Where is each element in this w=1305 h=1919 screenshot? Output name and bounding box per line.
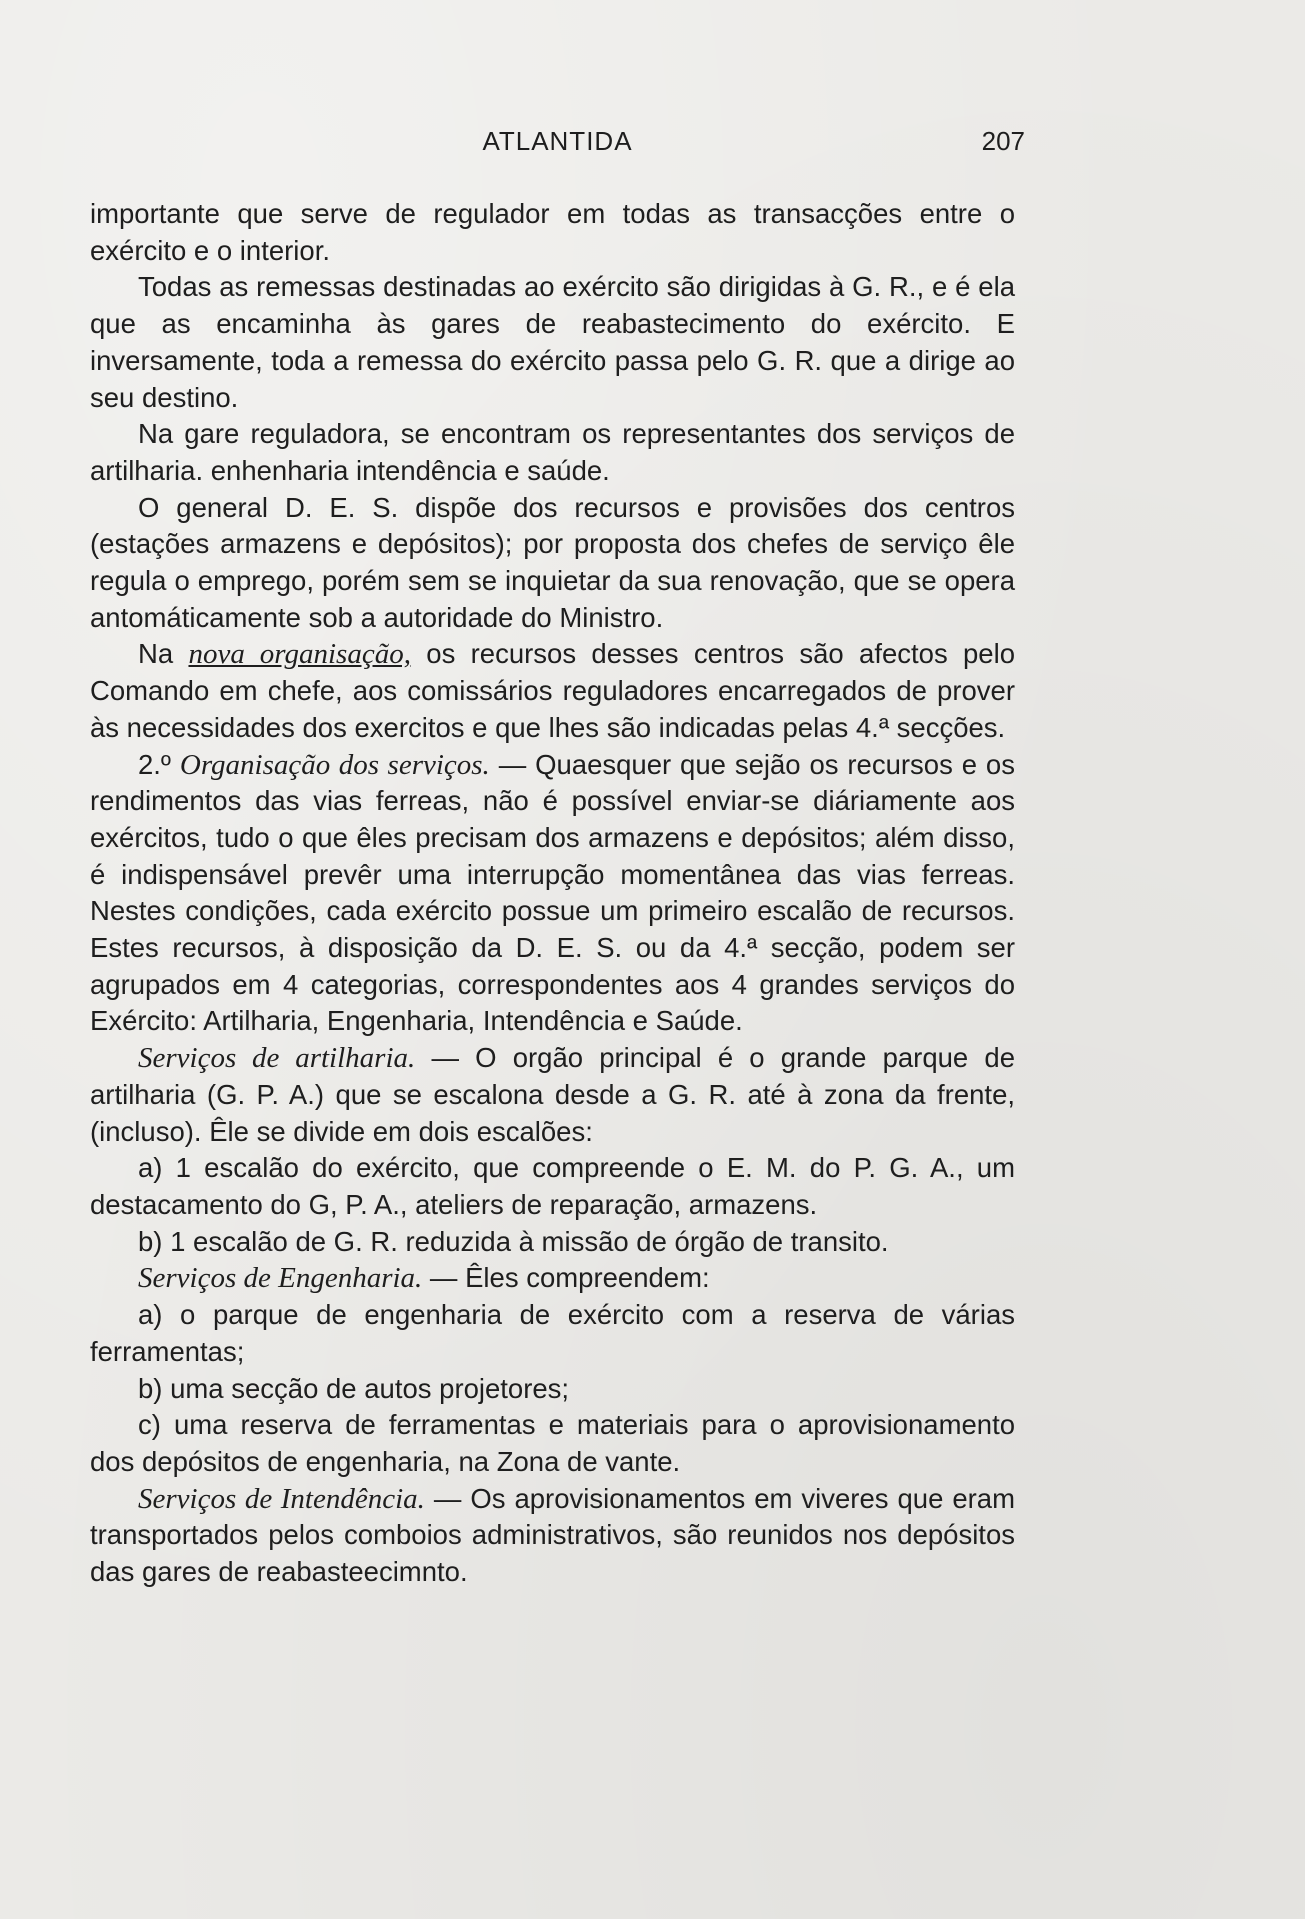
paragraph-rest: — Êles compreendem:: [422, 1262, 710, 1294]
section-heading: Organisação dos serviços.: [179, 748, 490, 781]
paragraph-rest: os recursos desses centros são afectos pelo Comando em chefe, aos comissários reguladores encarregados de prover às necessidades dos exercitos e que lhes são indicadas pelas 4.ª secções.: [90, 638, 1016, 743]
paragraph-lead: 2.º: [138, 748, 180, 780]
paragraph-rest: — O orgão principal é o grande parque de artilharia (G. P. A.) que se escalona desde a G. R. até à zona da frente, (incluso). Êle se divide em dois escalões:: [90, 1042, 1015, 1147]
list-item: b) 1 escalão de G. R. reduzida à missão de órgão de transito.: [138, 1225, 889, 1257]
running-head: [90, 126, 1025, 166]
running-title: ATLANTIDA: [482, 126, 633, 156]
paragraph-rest: — Os aprovisionamentos em viveres que eram transportados pelos comboios administrativos, são reunidos nos depósitos das gares de reabasteecimnto.: [90, 1482, 1015, 1588]
section-heading: Serviços de Engenharia.: [138, 1262, 423, 1295]
paragraph: Todas as remessas destinadas ao exército são dirigidas à G. R., e é ela que as encaminha às gares de reabastecimento do exército. E inversamente, toda a remessa do exército passa pelo G. R. que a dirige ao seu destino.: [90, 271, 1015, 413]
paragraph: [90, 636, 1015, 746]
page-number: 207: [981, 126, 1025, 156]
paragraph: importante que serve de regulador em todas as transacções entre o exército e o interior.: [90, 198, 1015, 266]
section-heading: Serviços de Intendência.: [138, 1482, 425, 1515]
paragraph: [90, 1040, 1015, 1150]
list-item: a) 1 escalão do exército, que compreende o E. M. do P. G. A., um destacamento do G, P. A., ateliers de reparação, armazens.: [90, 1152, 1015, 1220]
paragraph: [90, 1481, 1015, 1591]
section-heading: Serviços de artilharia.: [138, 1042, 416, 1075]
body-text: [90, 196, 1015, 1591]
list-item: b) uma secção de autos projetores;: [138, 1372, 570, 1404]
paragraph: [90, 747, 1015, 1041]
list-item: c) uma reserva de ferramentas e materiais para o aprovisionamento dos depósitos de engenharia, na Zona de vante.: [90, 1409, 1015, 1477]
paragraph-lead: Na: [138, 638, 189, 670]
paragraph: [90, 1260, 1015, 1297]
italic-phrase: nova organisação,: [188, 638, 411, 671]
paragraph: Na gare reguladora, se encontram os representantes dos serviços de artilharia. enhenharia intendência e saúde.: [90, 418, 1015, 486]
list-item: a) o parque de engenharia de exército com a reserva de várias ferramentas;: [90, 1299, 1015, 1367]
paragraph-rest: — Quaesquer que sejão os recursos e os rendimentos das vias ferreas, não é possível enviar-se diáriamente aos exércitos, tudo o que êles precisam dos armazens e depósitos; além disso, é indispensável prevêr uma interrupção momentânea das vias ferreas. Nestes condições, cada exército possue um primeiro escalão de recursos. Estes recursos, à disposição da D. E. S. ou da 4.ª secção, podem ser agrupados em 4 categorias, correspondentes aos 4 grandes serviços do Exército: Artilharia, Engenharia, Intendência e Saúde.: [90, 748, 1015, 1037]
paragraph: O general D. E. S. dispõe dos recursos e provisões dos centros (estações armazens e depósitos); por proposta dos chefes de serviço êle regula o emprego, porém sem se inquietar da sua renovação, que se opera antomáticamente sob a autoridade do Ministro.: [90, 491, 1015, 633]
